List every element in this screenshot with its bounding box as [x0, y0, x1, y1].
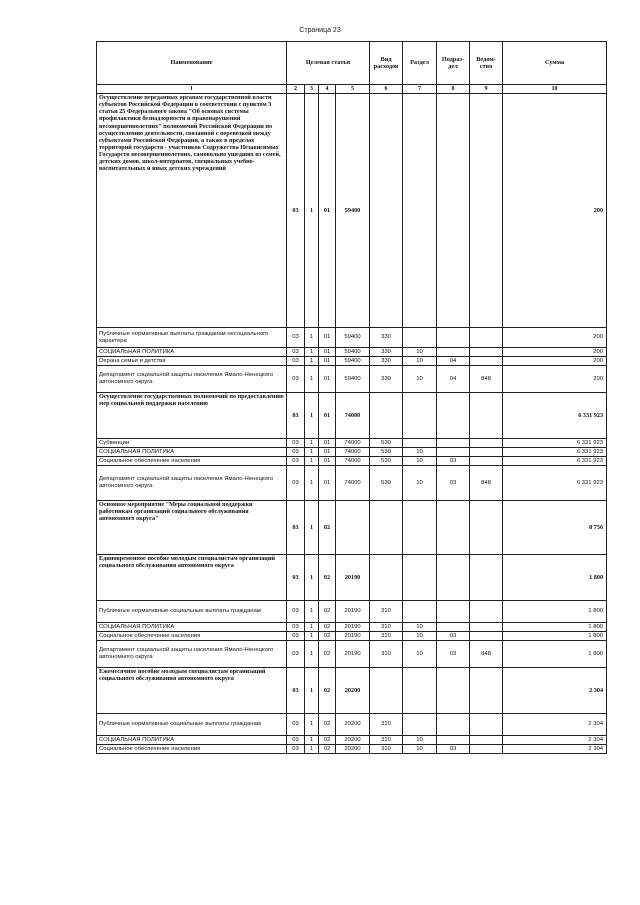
cell-sum: 200 [503, 94, 607, 328]
column-number: 1 [97, 85, 287, 94]
cell-subsection [437, 328, 470, 348]
cell-subprogram-code: 1 [305, 632, 319, 641]
cell-direction-code: 59400 [336, 94, 370, 328]
cell-sum: 1 800 [503, 601, 607, 623]
table-row [97, 357, 607, 366]
cell-section [403, 714, 437, 736]
cell-sum: 2 304 [503, 736, 607, 745]
cell-direction-code [336, 501, 370, 555]
cell-program-code: 03 [287, 736, 305, 745]
cell-event-code: 01 [319, 457, 336, 466]
row-name: Основное мероприятие "Меры социальной поддержки работникам организаций социального обслуживания автономного округа" [97, 501, 287, 555]
row-name: Субвенции [97, 439, 287, 448]
table-row [97, 466, 607, 501]
table-row [97, 555, 607, 601]
cell-event-code: 01 [319, 357, 336, 366]
cell-program-code: 03 [287, 448, 305, 457]
cell-department [470, 601, 503, 623]
cell-department [470, 745, 503, 754]
cell-department: 848 [470, 366, 503, 393]
cell-program-code: 03 [287, 328, 305, 348]
cell-section [403, 393, 437, 439]
cell-section [403, 555, 437, 601]
row-name: Публичные нормативные социальные выплаты гражданам [97, 601, 287, 623]
cell-program-code: 03 [287, 457, 305, 466]
row-name: Охрана семьи и детства [97, 357, 287, 366]
row-name: Ежемесячное пособие молодым специалистам организаций социального обслуживания автономного округа [97, 668, 287, 714]
cell-program-code: 03 [287, 601, 305, 623]
header-section: Раздел [403, 42, 437, 85]
cell-section [403, 439, 437, 448]
cell-event-code: 02 [319, 601, 336, 623]
cell-direction-code: 20190 [336, 623, 370, 632]
cell-subsection: 04 [437, 357, 470, 366]
cell-department [470, 448, 503, 457]
cell-event-code: 01 [319, 466, 336, 501]
cell-department [470, 94, 503, 328]
table-row [97, 457, 607, 466]
cell-direction-code: 74000 [336, 457, 370, 466]
cell-event-code: 01 [319, 439, 336, 448]
cell-expense-type: 310 [370, 623, 403, 632]
cell-direction-code: 74000 [336, 466, 370, 501]
column-number: 6 [370, 85, 403, 94]
cell-subsection: 03 [437, 641, 470, 668]
column-number: 9 [470, 85, 503, 94]
cell-expense-type: 310 [370, 745, 403, 754]
cell-sum: 8 756 [503, 501, 607, 555]
cell-department [470, 714, 503, 736]
cell-subprogram-code: 1 [305, 466, 319, 501]
cell-section [403, 94, 437, 328]
cell-event-code: 02 [319, 641, 336, 668]
cell-subsection: 03 [437, 457, 470, 466]
column-number: 2 [287, 85, 305, 94]
column-number: 10 [503, 85, 607, 94]
cell-subsection [437, 668, 470, 714]
cell-direction-code: 20190 [336, 555, 370, 601]
cell-subsection [437, 94, 470, 328]
header-department: Ведом-ство [470, 42, 503, 85]
cell-event-code: 02 [319, 632, 336, 641]
cell-direction-code: 74000 [336, 448, 370, 457]
cell-sum: 1 800 [503, 632, 607, 641]
cell-direction-code: 59400 [336, 357, 370, 366]
cell-program-code: 03 [287, 745, 305, 754]
cell-subsection [437, 393, 470, 439]
cell-direction-code: 20200 [336, 736, 370, 745]
row-name: Осуществление государственных полномочий по предоставлению мер социальной поддержки населению [97, 393, 287, 439]
cell-subsection [437, 601, 470, 623]
row-name: Осуществление переданных органам государственной власти субъектов Российской Федерации в соответствии с пунктом 3 статьи 25 Федерального закона "Об основах системы профилактики безнадзорности и правонарушений несовершеннолетних" полномочий Российской Федерации по осуществлению деятельности, связанной с перевозкой между субъектами Российской Федерации, а также в пределах территорий государств - участников Содружества Независимых Государств несовершеннолетних, самовольно ушедших из семей, детских домов, школ-интернатов, специальных учебно-воспитательных и иных детских учреждений [97, 94, 287, 328]
row-name: Единовременное пособие молодым специалистам организаций социального обслуживания автономного округа [97, 555, 287, 601]
cell-direction-code: 74000 [336, 439, 370, 448]
cell-event-code: 02 [319, 623, 336, 632]
cell-subprogram-code: 1 [305, 714, 319, 736]
cell-subsection [437, 714, 470, 736]
table-row [97, 393, 607, 439]
cell-expense-type: 530 [370, 448, 403, 457]
table-row [97, 623, 607, 632]
header-target-article: Целевая статья [287, 42, 370, 85]
row-name: Социальное обеспечение населения [97, 745, 287, 754]
cell-event-code: 01 [319, 328, 336, 348]
cell-sum: 2 304 [503, 714, 607, 736]
cell-sum: 1 800 [503, 623, 607, 632]
row-name: Департамент социальной защиты населения Ямало-Ненецкого автономного округа [97, 366, 287, 393]
row-name: СОЦИАЛЬНАЯ ПОЛИТИКА [97, 448, 287, 457]
cell-department [470, 457, 503, 466]
cell-department: 848 [470, 466, 503, 501]
cell-program-code: 03 [287, 348, 305, 357]
cell-section: 10 [403, 623, 437, 632]
table-row [97, 632, 607, 641]
cell-expense-type [370, 94, 403, 328]
header-row [97, 42, 607, 85]
cell-event-code: 02 [319, 555, 336, 601]
cell-subsection [437, 501, 470, 555]
cell-expense-type: 530 [370, 466, 403, 501]
cell-event-code: 02 [319, 714, 336, 736]
column-number: 4 [319, 85, 336, 94]
table-row [97, 641, 607, 668]
cell-department: 848 [470, 641, 503, 668]
row-name: СОЦИАЛЬНАЯ ПОЛИТИКА [97, 348, 287, 357]
cell-subprogram-code: 1 [305, 641, 319, 668]
column-number: 5 [336, 85, 370, 94]
header-name: Наименование [97, 42, 287, 85]
cell-expense-type: 310 [370, 714, 403, 736]
cell-program-code: 03 [287, 623, 305, 632]
cell-program-code: 03 [287, 94, 305, 328]
cell-section: 10 [403, 736, 437, 745]
page-number-label: Страница 23 [299, 27, 341, 34]
cell-program-code: 03 [287, 641, 305, 668]
cell-subprogram-code: 1 [305, 736, 319, 745]
row-name: Департамент социальной защиты населения Ямало-Ненецкого автономного округа [97, 641, 287, 668]
cell-subsection: 03 [437, 466, 470, 501]
cell-expense-type: 310 [370, 632, 403, 641]
cell-department [470, 632, 503, 641]
cell-subsection: 04 [437, 366, 470, 393]
cell-department [470, 328, 503, 348]
cell-direction-code: 20200 [336, 714, 370, 736]
cell-sum: 200 [503, 357, 607, 366]
cell-subprogram-code: 1 [305, 439, 319, 448]
cell-section [403, 501, 437, 555]
cell-expense-type: 330 [370, 357, 403, 366]
cell-program-code: 03 [287, 357, 305, 366]
cell-expense-type: 330 [370, 328, 403, 348]
cell-event-code: 01 [319, 366, 336, 393]
cell-section [403, 668, 437, 714]
cell-program-code: 03 [287, 714, 305, 736]
cell-section [403, 601, 437, 623]
cell-department [470, 348, 503, 357]
cell-sum: 1 800 [503, 555, 607, 601]
cell-sum: 2 304 [503, 745, 607, 754]
cell-direction-code: 59400 [336, 328, 370, 348]
cell-subsection [437, 348, 470, 357]
row-name: СОЦИАЛЬНАЯ ПОЛИТИКА [97, 736, 287, 745]
cell-event-code: 02 [319, 668, 336, 714]
cell-section: 10 [403, 448, 437, 457]
cell-expense-type: 310 [370, 641, 403, 668]
cell-expense-type [370, 668, 403, 714]
cell-sum: 200 [503, 366, 607, 393]
table-row [97, 668, 607, 714]
cell-expense-type: 330 [370, 366, 403, 393]
table-row [97, 736, 607, 745]
cell-subsection: 03 [437, 745, 470, 754]
row-name: Социальное обеспечение населения [97, 632, 287, 641]
cell-subprogram-code: 1 [305, 328, 319, 348]
column-number: 3 [305, 85, 319, 94]
cell-department [470, 555, 503, 601]
cell-program-code: 03 [287, 366, 305, 393]
cell-sum: 1 800 [503, 641, 607, 668]
cell-expense-type: 310 [370, 601, 403, 623]
header-sum: Сумма [503, 42, 607, 85]
cell-section: 10 [403, 366, 437, 393]
table-row [97, 601, 607, 623]
cell-program-code: 03 [287, 632, 305, 641]
cell-subprogram-code: 1 [305, 348, 319, 357]
cell-section: 10 [403, 745, 437, 754]
header-expense-type: Вид расходов [370, 42, 403, 85]
cell-direction-code: 74000 [336, 393, 370, 439]
cell-program-code: 03 [287, 393, 305, 439]
cell-program-code: 03 [287, 466, 305, 501]
cell-department [470, 501, 503, 555]
cell-department [470, 668, 503, 714]
cell-direction-code: 20190 [336, 632, 370, 641]
table-row [97, 745, 607, 754]
cell-expense-type: 310 [370, 736, 403, 745]
budget-table [96, 41, 607, 754]
cell-subprogram-code: 1 [305, 393, 319, 439]
cell-subsection: 03 [437, 632, 470, 641]
table-row [97, 714, 607, 736]
cell-event-code: 01 [319, 393, 336, 439]
cell-event-code: 01 [319, 94, 336, 328]
cell-subprogram-code: 1 [305, 94, 319, 328]
cell-subsection [437, 623, 470, 632]
cell-subprogram-code: 1 [305, 623, 319, 632]
row-name: Социальное обеспечение населения [97, 457, 287, 466]
table-row [97, 448, 607, 457]
cell-expense-type [370, 501, 403, 555]
cell-subprogram-code: 1 [305, 745, 319, 754]
table-row [97, 501, 607, 555]
cell-sum: 6 331 923 [503, 393, 607, 439]
cell-subprogram-code: 1 [305, 668, 319, 714]
cell-subprogram-code: 1 [305, 366, 319, 393]
table-row [97, 328, 607, 348]
cell-expense-type [370, 555, 403, 601]
cell-subsection [437, 736, 470, 745]
cell-sum: 6 331 923 [503, 448, 607, 457]
header-subsection: Подраз-дел [437, 42, 470, 85]
cell-direction-code: 59400 [336, 366, 370, 393]
row-name: Публичные нормативные социальные выплаты гражданам [97, 714, 287, 736]
table-body [97, 94, 607, 754]
row-name: Департамент социальной защиты населения Ямало-Ненецкого автономного округа [97, 466, 287, 501]
cell-expense-type: 330 [370, 348, 403, 357]
cell-expense-type: 530 [370, 457, 403, 466]
cell-section: 10 [403, 466, 437, 501]
cell-direction-code: 20200 [336, 668, 370, 714]
cell-event-code: 02 [319, 745, 336, 754]
cell-sum: 6 331 923 [503, 457, 607, 466]
cell-subprogram-code: 1 [305, 601, 319, 623]
table-row [97, 94, 607, 328]
cell-expense-type: 530 [370, 439, 403, 448]
cell-direction-code: 59400 [336, 348, 370, 357]
cell-sum: 6 331 923 [503, 439, 607, 448]
cell-section: 10 [403, 457, 437, 466]
column-number: 7 [403, 85, 437, 94]
cell-subprogram-code: 1 [305, 501, 319, 555]
row-name: СОЦИАЛЬНАЯ ПОЛИТИКА [97, 623, 287, 632]
cell-subprogram-code: 1 [305, 357, 319, 366]
cell-section: 10 [403, 357, 437, 366]
cell-department [470, 393, 503, 439]
cell-section: 10 [403, 348, 437, 357]
cell-subsection [437, 439, 470, 448]
column-number: 8 [437, 85, 470, 94]
table-row [97, 366, 607, 393]
cell-department [470, 736, 503, 745]
cell-direction-code: 20190 [336, 641, 370, 668]
cell-event-code: 02 [319, 501, 336, 555]
cell-program-code: 03 [287, 555, 305, 601]
cell-program-code: 03 [287, 439, 305, 448]
cell-subprogram-code: 1 [305, 448, 319, 457]
cell-department [470, 439, 503, 448]
cell-section [403, 328, 437, 348]
cell-subsection [437, 555, 470, 601]
cell-event-code: 01 [319, 448, 336, 457]
cell-sum: 2 304 [503, 668, 607, 714]
cell-section: 10 [403, 641, 437, 668]
row-name: Публичные нормативные выплаты гражданам несоциального характера [97, 328, 287, 348]
cell-program-code: 03 [287, 501, 305, 555]
cell-expense-type [370, 393, 403, 439]
cell-sum: 6 331 923 [503, 466, 607, 501]
cell-department [470, 623, 503, 632]
cell-direction-code: 20190 [336, 601, 370, 623]
table-row [97, 348, 607, 357]
cell-direction-code: 20200 [336, 745, 370, 754]
cell-section: 10 [403, 632, 437, 641]
column-number-row [97, 85, 607, 94]
cell-event-code: 02 [319, 736, 336, 745]
cell-subsection [437, 448, 470, 457]
cell-department [470, 357, 503, 366]
table-row [97, 439, 607, 448]
cell-program-code: 03 [287, 668, 305, 714]
cell-sum: 200 [503, 348, 607, 357]
cell-sum: 200 [503, 328, 607, 348]
cell-subprogram-code: 1 [305, 555, 319, 601]
cell-subprogram-code: 1 [305, 457, 319, 466]
cell-event-code: 01 [319, 348, 336, 357]
